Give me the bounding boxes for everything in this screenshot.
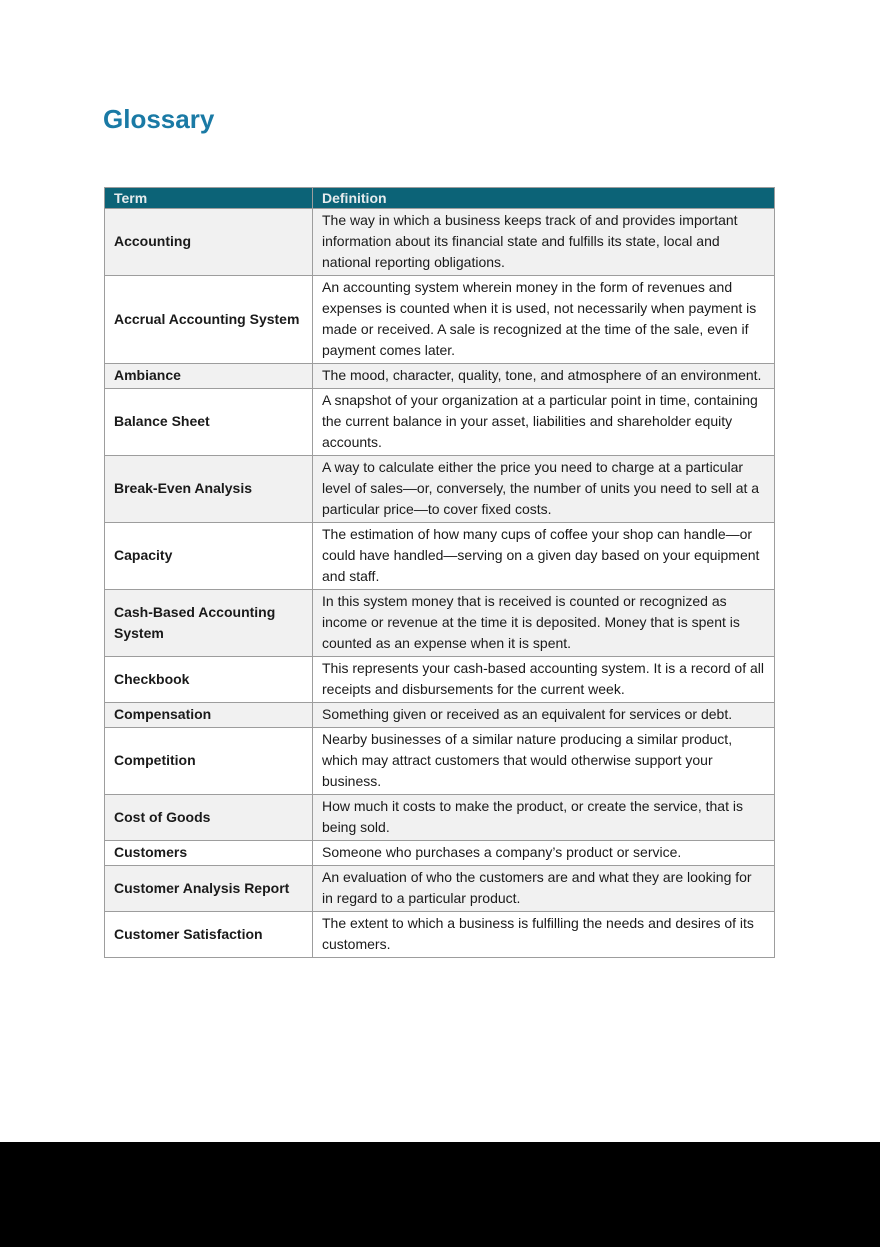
definition-cell: In this system money that is received is counted or recognized as income or revenue at the time it is deposited. Money that is spent is counted as an expense when it is spent. <box>313 590 775 657</box>
term-cell: Accounting <box>105 209 313 276</box>
term-cell: Cost of Goods <box>105 795 313 841</box>
term-cell: Customer Satisfaction <box>105 912 313 958</box>
definition-cell: This represents your cash-based accounting system. It is a record of all receipts and disbursements for the current week. <box>313 657 775 703</box>
term-cell: Break-Even Analysis <box>105 456 313 523</box>
page-footer-bar <box>0 1142 880 1247</box>
header-row <box>105 188 775 209</box>
definition-cell: How much it costs to make the product, or create the service, that is being sold. <box>313 795 775 841</box>
table-row <box>105 866 775 912</box>
term-cell: Accrual Accounting System <box>105 276 313 364</box>
term-cell: Ambiance <box>105 364 313 389</box>
definition-cell: Someone who purchases a company’s product or service. <box>313 841 775 866</box>
table-row <box>105 657 775 703</box>
glossary-table-body <box>105 209 775 958</box>
definition-cell: The extent to which a business is fulfilling the needs and desires of its customers. <box>313 912 775 958</box>
table-row <box>105 276 775 364</box>
term-cell: Customer Analysis Report <box>105 866 313 912</box>
definition-cell: An accounting system wherein money in the form of revenues and expenses is counted when it is used, not necessarily when payment is made or received. A sale is recognized at the time of the sale, even if payment comes later. <box>313 276 775 364</box>
table-row <box>105 703 775 728</box>
definition-cell: The mood, character, quality, tone, and atmosphere of an environment. <box>313 364 775 389</box>
definition-cell: The way in which a business keeps track of and provides important information about its financial state and fulfills its state, local and national reporting obligations. <box>313 209 775 276</box>
term-cell: Competition <box>105 728 313 795</box>
term-cell: Capacity <box>105 523 313 590</box>
table-row <box>105 209 775 276</box>
glossary-table <box>104 187 775 958</box>
glossary-table-header <box>105 188 775 209</box>
table-row <box>105 364 775 389</box>
definition-cell: Nearby businesses of a similar nature producing a similar product, which may attract customers that would otherwise support your business. <box>313 728 775 795</box>
table-row <box>105 590 775 657</box>
definition-cell: An evaluation of who the customers are and what they are looking for in regard to a particular product. <box>313 866 775 912</box>
term-cell: Balance Sheet <box>105 389 313 456</box>
table-row <box>105 389 775 456</box>
page-title: Glossary <box>103 104 215 134</box>
table-row <box>105 912 775 958</box>
term-cell: Customers <box>105 841 313 866</box>
definition-cell: A way to calculate either the price you need to charge at a particular level of sales—or, conversely, the number of units you need to sell at a particular price—to cover fixed costs. <box>313 456 775 523</box>
term-cell: Cash-Based Accounting System <box>105 590 313 657</box>
table-row <box>105 728 775 795</box>
table-row <box>105 456 775 523</box>
definition-cell: Something given or received as an equivalent for services or debt. <box>313 703 775 728</box>
term-cell: Compensation <box>105 703 313 728</box>
table-row <box>105 841 775 866</box>
table-row <box>105 795 775 841</box>
definition-cell: A snapshot of your organization at a particular point in time, containing the current balance in your asset, liabilities and shareholder equity accounts. <box>313 389 775 456</box>
term-cell: Checkbook <box>105 657 313 703</box>
column-header-definition: Definition <box>313 188 775 209</box>
definition-cell: The estimation of how many cups of coffee your shop can handle—or could have handled—serving on a given day based on your equipment and staff. <box>313 523 775 590</box>
column-header-term: Term <box>105 188 313 209</box>
table-row <box>105 523 775 590</box>
